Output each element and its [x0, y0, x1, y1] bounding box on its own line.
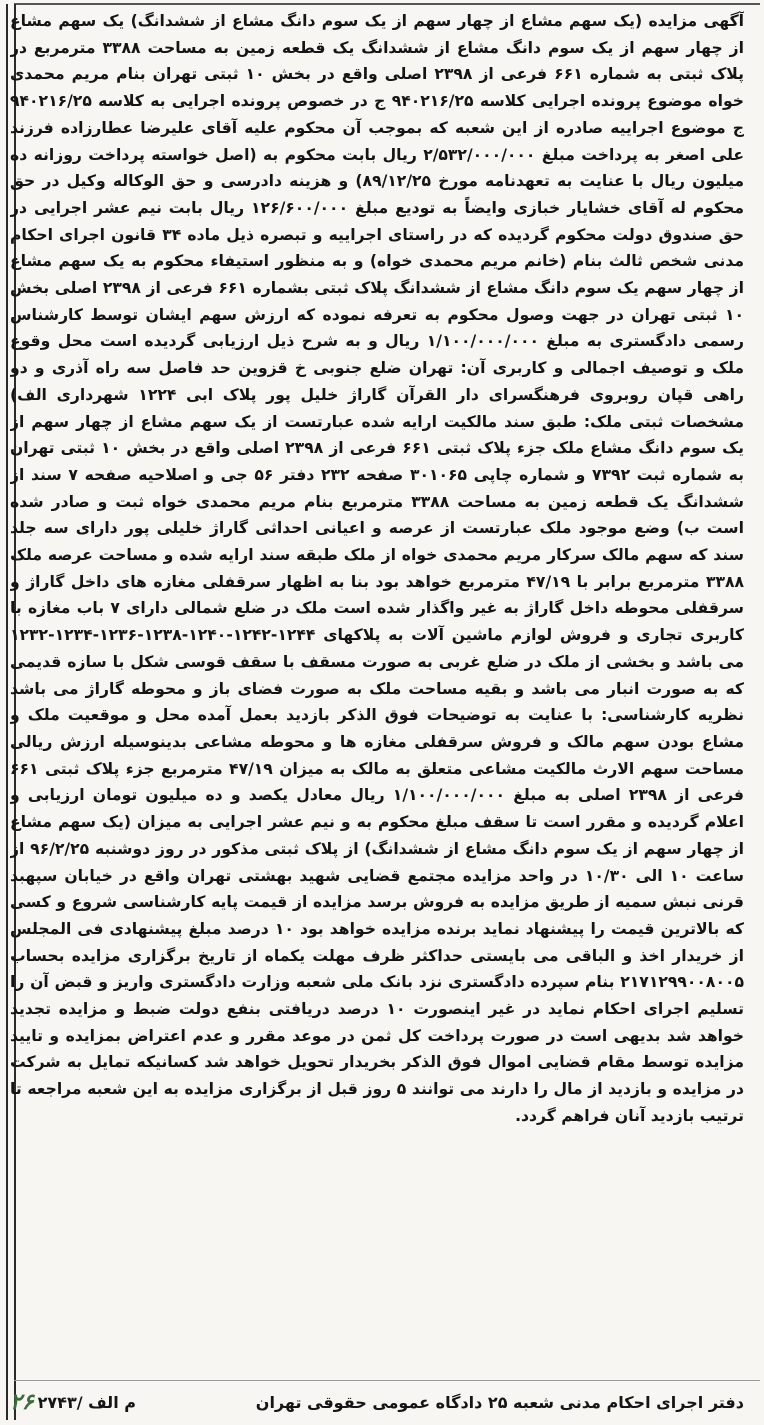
reference-block: [10, 1389, 136, 1415]
issuing-office: دفتر اجرای احکام مدنی شعبه ۲۵ دادگاه عمومی حقوقی تهران: [255, 1392, 744, 1412]
top-border: [14, 3, 760, 5]
notice-footer: [10, 1384, 744, 1420]
reference-number: ۲۷۴۳/ م الف: [37, 1392, 136, 1412]
footer-divider: [14, 1380, 760, 1381]
handwritten-page-mark: ۲۶: [10, 1389, 34, 1415]
auction-notice-text: آگهی مزایده (یک سهم مشاع از چهار سهم از یک سوم دانگ مشاع از ششدانگ) یک سهم مشاع از چهار سهم از یک سوم دانگ مشاع از ششدانگ یک قطعه زمین به مساحت ۳۳۸۸ مترمربع در پلاک ثبتی به شماره ۶۶۱ فرعی از ۲۳۹۸ اصلی واقع در بخش ۱۰ ثبتی تهران بنام مریم محمدی خواه موضوع پرونده اجرایی کلاسه ۹۴۰۲۱۶/۲۵ ج در خصوص پرونده اجرایی به کلاسه ۹۴۰۲۱۶/۲۵ ج موضوع اجراییه صادره از این شعبه که بموجب آن محکوم علیه آقای علیرضا عطارزاده فرزند علی اصغر به پرداخت مبلغ ۲/۵۳۲/۰۰۰/۰۰۰ ریال بابت محکوم به (اصل خواسته پرداخت روزانه ده میلیون ریال با عنایت به تعهدنامه مورخ ۸۹/۱۲/۲۵) و هزینه دادرسی و حق الوکاله وکیل در حق محکوم له آقای خشایار خبازی وایضاً به تودیع مبلغ ۱۲۶/۶۰۰/۰۰۰ ریال بابت نیم عشر اجرایی در حق صندوق دولت محکوم گردیده که در راستای اجراییه و تبصره ذیل ماده ۳۴ قانون اجرای احکام مدنی شخص ثالث بنام (خانم مریم محمدی خواه) و به منظور استیفاء محکوم به یک سهم مشاع از چهار سهم یک سوم دانگ مشاع از ششدانگ پلاک ثبتی بشماره ۶۶۱ فرعی از ۲۳۹۸ اصلی بخش ۱۰ ثبتی تهران در جهت وصول محکوم به تعرفه نموده که ارزش سهم ایشان توسط کارشناس رسمی دادگستری به مبلغ ۱/۱۰۰/۰۰۰/۰۰۰ ریال و به شرح ذیل ارزیابی گردیده است محل وقوع ملک و توصیف اجمالی و کاربری آن: تهران ضلع جنوبی خ قزوین حد فاصل سه راه آذری و دو راهی قپان روبروی فرهنگسرای دار القرآن گاراژ خلیل پور پلاک ابی ۱۲۲۴ شهرداری الف) مشخصات ثبتی ملک: طبق سند مالکیت ارایه شده عبارتست از یک سهم مشاع از چهار سهم از یک سوم دانگ مشاع ملک جزء پلاک ثبتی ۶۶۱ فرعی از ۲۳۹۸ اصلی واقع در بخش ۱۰ ثبتی تهران به شماره ثبت ۷۳۹۲ و شماره چاپی ۳۰۱۰۶۵ صفحه ۲۳۲ دفتر ۵۶ جی و اصلاحیه صفحه ۷ سند از ششدانگ یک قطعه زمین به مساحت ۳۳۸۸ مترمربع بنام مریم محمدی خواه ثبت و صادر شده است ب) وضع موجود ملک عبارتست از عرصه و اعیانی احداثی گاراژ خلیلی پور دارای سه جلد سند که سهم مالک سرکار مریم محمدی خواه از ملک طبقه سند ارایه شده و مساحت عرصه ملک ۳۳۸۸ مترمربع برابر با ۴۷/۱۹ مترمربع خواهد بود بنا به اظهار سرقفلی مغازه های داخل گاراژ و سرقفلی محوطه داخل گاراژ به غیر واگذار شده است ملک در ضلع شمالی دارای ۷ باب مغازه با کاربری تجاری و فروش لوازم ماشین آلات به پلاکهای ۱۲۴۴-۱۲۴۲-۱۲۴۰-۱۲۳۸-۱۲۳۶-۱۲۳۴-۱۲۳۲ می باشد و بخشی از ملک در ضلع غربی به صورت مسقف با سقف قوسی شکل با سازه قدیمی که به صورت انبار می باشد و بقیه مساحت ملک به صورت فضای باز و محوطه گاراژ می باشد نظریه کارشناسی: با عنایت به توضیحات فوق الذکر بازدید بعمل آمده محل و موقعیت ملک و مشاع بودن سهم مالک و فروش سرقفلی مغازه ها و محوطه مشاعی بدینوسیله ارزش ریالی مساحت سهم الارث مالکیت مشاعی متعلق به مالک به میزان ۴۷/۱۹ مترمربع جزء پلاک ثبتی ۶۶۱ فرعی از ۲۳۹۸ اصلی به مبلغ ۱/۱۰۰/۰۰۰/۰۰۰ ریال معادل یکصد و ده میلیون تومان ارزیابی و اعلام گردیده و مقرر است تا سقف مبلغ محکوم به و نیم عشر اجرایی به میزان (یک سهم مشاع از چهار سهم از یک سوم دانگ مشاع از ششدانگ) از پلاک ثبتی مذکور در روز دوشنبه ۹۶/۲/۲۵ از ساعت ۱۰ الی ۱۰/۳۰ در واحد مزایده مجتمع قضایی شهید بهشتی تهران واقع در خیابان سپهبد قرنی نبش سمیه از طریق مزایده به فروش برسد مزایده از قیمت پایه کارشناسی شروع و کسی که بالاترین قیمت را پیشنهاد نماید برنده مزایده خواهد بود ۱۰ درصد مبلغ پیشنهادی فی المجلس از خریدار اخذ و الباقی می بایستی حداکثر ظرف مهلت یکماه از تاریخ برگزاری مزایده بحساب ۲۱۷۱۲۹۹۰۰۸۰۰۵ بنام سپرده دادگستری نزد بانک ملی شعبه وزارت دادگستری واریز و قبض آن را تسلیم اجرای احکام نماید در غیر اینصورت ۱۰ درصد دریافتی بنفع دولت ضبط و مزایده تجدید خواهد شد بدیهی است در صورت پرداخت کل ثمن در موعد مقرر و عدم اعتراض بمزایده و تایید مزایده توسط مقام قضایی اموال فوق الذکر بخریدار تحویل خواهد شد کسانیکه تمایل به شرکت در مزایده و بازدید از مال را دارند می توانند ۵ روز قبل از برگزاری مزایده به این شعبه مراجعه تا ترتیب بازدید آنان فراهم گردد.: [10, 12, 744, 1125]
auction-notice-body: [10, 8, 744, 1378]
